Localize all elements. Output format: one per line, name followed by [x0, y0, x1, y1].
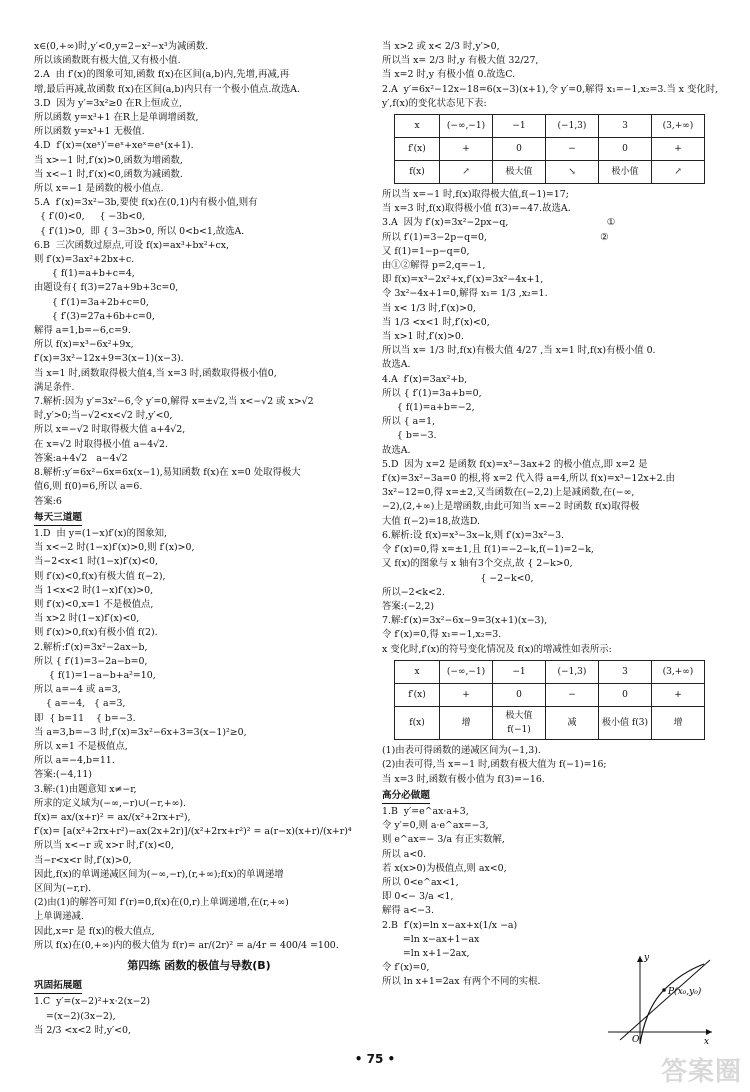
table-cell: ↗	[440, 161, 493, 184]
table-cell: 3	[599, 115, 652, 138]
text-line: =ln x−ax+1−ax	[382, 933, 480, 945]
table-cell: +	[440, 138, 493, 161]
text-line: 则 f′(x)<0,x=1 不是极值点,	[34, 598, 154, 610]
text-line: 当 a=3,b=−3 时,f′(x)=3x²−6x+3=3(x−1)²≥0,	[34, 726, 247, 738]
text-line: 所以 ln x+1=2ax 有两个不同的实根.	[382, 976, 541, 988]
text-line: { b=−3.	[382, 430, 437, 442]
text-line: 所以函数 y=x³+1 无极值.	[34, 126, 145, 138]
left-block-2	[34, 527, 364, 953]
watermark-logo: 答案圈	[660, 1057, 742, 1087]
text-line: 区间为(−r,r).	[34, 882, 92, 894]
text-line: 所以−2<k<2.	[382, 586, 445, 598]
text-line: 即 0<− 3/a <1,	[382, 891, 454, 903]
table-cell: (3,+∞)	[652, 660, 705, 683]
tangent-point	[662, 988, 666, 992]
text-line: { f′(0)<0, { −3b<0,	[34, 211, 146, 223]
left-block-3	[34, 995, 364, 1038]
text-line: =ln x+1−2ax,	[382, 947, 470, 959]
text-line: 令 f′(x)=0,得 x₁=−1,x₂=3.	[382, 629, 502, 641]
text-line: 7.解:f′(x)=3x²−6x−9=3(x+1)(x−3),	[382, 615, 548, 627]
text-line: 当 x>2 时(1−x)f′(x)<0,	[34, 613, 140, 625]
text-line: 令 f′(x)=0,	[382, 962, 430, 974]
section-daily-three: 每天三道题	[34, 511, 82, 526]
text-line: 1.B y′=e^ax·a+3,	[382, 805, 469, 817]
table-row	[395, 138, 705, 161]
text-line: 则 f′(x)=3ax²+2bx+c.	[34, 254, 135, 266]
text-line: −2),(2,+∞)上是增函数,由此可知当 x=−2 时函数 f(x)取得极	[382, 501, 640, 513]
text-line: 6.解析:设 f(x)=x³−3x−k,则 f′(x)=3x²−3.	[382, 529, 565, 541]
text-line: 所以该函数既有极大值,又有极小值.	[34, 55, 181, 67]
text-line: 答案:(−2,2)	[382, 600, 434, 612]
text-line: 8.解析:y′=6x²−6x=6x(x−1),易知函数 f(x)在 x=0 处取得极大	[34, 467, 301, 479]
lesson-title: 第四练 函数的极值与导数(B)	[127, 959, 271, 972]
text-line: 3.D 因为 y′=3x²≥0 在R上恒成立,	[34, 97, 183, 109]
text-line: 若 x(x>0)为极值点,则 ax<0,	[382, 862, 507, 874]
text-line: 所以当 x= 2/3 时,y 有极大值 32/27,	[382, 55, 539, 67]
function-graph	[600, 950, 718, 1046]
text-line: 当 x=1 时,函数取得极大值4,当 x=3 时,函数取得极小值0,	[34, 367, 277, 379]
text-line: 当 x=3 时,f(x)取得极小值 f(3)=−47.故选A.	[382, 203, 571, 215]
variation-table-1	[394, 114, 705, 184]
section-high-score: 高分必做题	[382, 789, 430, 804]
table-cell: f(x)	[395, 161, 440, 184]
table-cell: +	[652, 138, 705, 161]
text-line: { f(1)=1−a−b+a²=10,	[34, 669, 156, 681]
x-axis-label: x	[704, 1037, 710, 1046]
text-line: 在 x=√2 时取得极小值 a−4√2.	[34, 438, 168, 450]
table-cell: −	[546, 683, 599, 706]
right-column	[382, 40, 720, 990]
text-line: 解得 a=1,b=−6,c=9.	[34, 325, 131, 337]
text-line: 所以 a=−4,b=11.	[34, 755, 115, 767]
text-line: 所以函数 y=x³+1 在R上是单调增函数,	[34, 112, 199, 124]
text-line: 当 x>−1 时,f′(x)>0,函数为增函数,	[34, 154, 183, 166]
text-line: 2.A y′=6x²−12x−18=6(x−3)(x+1),令 y′=0,解得 x₁=−1,x₂=3.当 x 变化时,	[382, 83, 719, 95]
text-line: { −2−k<0,	[382, 572, 534, 584]
table-cell: (−∞,−1)	[440, 115, 493, 138]
text-line: 当 x=2 时,y 有极小值 0.故选C.	[382, 69, 516, 81]
right-block-1	[382, 40, 720, 111]
text-line: 又 f(x)的图象与 x 轴有3个交点,故 { 2−k>0,	[382, 558, 573, 570]
section-consolidate: 巩固拓展题	[34, 979, 82, 994]
text-line: 当 x<−2 时(1−x)f′(x)>0,则 f′(x)>0,	[34, 542, 195, 554]
text-line: 因此,f(x)的单调递减区间为(−∞,−r),(r,+∞);f(x)的单调递增	[34, 868, 284, 880]
table-cell: (3,+∞)	[652, 115, 705, 138]
text-line: 6.B 三次函数过原点,可设 f(x)=ax³+bx²+cx,	[34, 239, 229, 251]
text-line: y′,f(x)的变化状态见下表:	[382, 97, 487, 109]
text-line: x∈(0,+∞)时,y′<0,y=2−x²−x³为减函数.	[34, 41, 209, 52]
text-line: 2.A 由 f′(x)的图象可知,函数 f(x)在区间(a,b)内,先增,再减,再	[34, 69, 290, 81]
text-line: 所以 x=−1 是函数的极小值点.	[34, 183, 164, 195]
text-line: 答案:6	[34, 495, 62, 507]
text-line: 当 x< 1/3 时,f′(x)>0,	[382, 302, 476, 314]
text-line: (2)由(1)的解答可知 f′(r)=0,f(x)在(0,r)上单调递增,在(r,+∞)	[34, 897, 289, 909]
text-line: 增,最后再减,故函数 f(x)在区间(a,b)内只有一个极小值点.故选A.	[34, 83, 300, 95]
origin-label: O	[632, 1035, 640, 1045]
text-line: =(x−2)(3x−2),	[34, 1010, 116, 1022]
text-line: { f(1)=a+b+c=4,	[34, 268, 135, 280]
table-cell: 增	[440, 706, 493, 739]
table-cell: −1	[493, 115, 546, 138]
text-line: 所以 x=1 不是极值点,	[34, 740, 128, 752]
table-cell: ↗	[652, 161, 705, 184]
table-cell: x	[395, 115, 440, 138]
text-line: 所以 { a=1,	[382, 416, 436, 428]
table-cell: f′(x)	[395, 683, 440, 706]
text-line: 则 e^ax=− 3/a 有正实数解,	[382, 834, 505, 846]
text-line: 当 x<−1 时,f′(x)<0,函数为减函数.	[34, 168, 183, 180]
text-line: 即 { b=11 { b=−3.	[34, 712, 136, 724]
text-line: 时,y′>0;当−√2<x<√2 时,y′<0,	[34, 410, 173, 422]
right-block-2	[382, 188, 720, 657]
text-line: 所以 a=−4 或 a=3,	[34, 684, 121, 696]
table-cell: 增	[652, 706, 705, 739]
text-line: 所以 f(x)在(0,+∞)内的极大值为 f(r)= ar/(2r)² = a/4r = 400/4 =100.	[34, 939, 339, 951]
text-line: 所求的定义域为(−∞,−r)∪(−r,+∞).	[34, 797, 187, 809]
table-row	[395, 683, 705, 706]
variation-table-2	[394, 660, 705, 740]
table-cell: (−1,3)	[546, 115, 599, 138]
text-line: f′(x)= [a(x²+2rx+r²)−ax(2x+2r)]/(x²+2rx+r²)² = a(r−x)(x+r)/(x+r)⁴	[34, 826, 352, 838]
text-line: (1)由表可得函数的递减区间为(−1,3).	[382, 745, 541, 757]
text-line: 解得 a<−3.	[382, 905, 434, 917]
table-cell: 极大值	[493, 161, 546, 184]
text-line: f(x)= ax/(x+r)² = ax/(x²+2rx+r²),	[34, 811, 191, 823]
text-line: { f(1)=a+b=−2,	[382, 402, 475, 414]
text-line: 答案:(−4,11)	[34, 769, 92, 781]
text-line: 大值 f(−2)=18,故选D.	[382, 515, 481, 527]
text-line: 所以 { f′(1)=3a+b=0,	[382, 387, 482, 399]
y-axis-label: y	[644, 953, 650, 963]
text-line: 又 f(1)=1−p−q=0,	[382, 245, 470, 257]
text-line: 令 f′(x)=0,得 x=±1,且 f(1)=−2−k,f(−1)=2−k,	[382, 544, 594, 556]
table-cell: (−∞,−1)	[440, 660, 493, 683]
table-cell: 0	[493, 683, 546, 706]
text-line: 当 x=3 时,函数有极小值为 f(3)=−16.	[382, 773, 545, 785]
text-line: 所以当 x=−1 时,f(x)取得极大值,f(−1)=17;	[382, 189, 569, 201]
text-line: 上单调递减.	[34, 911, 84, 923]
table-cell: x	[395, 660, 440, 683]
text-line: 当 x>2 或 x< 2/3 时,y′>0,	[382, 41, 500, 52]
table-row	[395, 706, 705, 739]
text-line: { a=−4, { a=3,	[34, 698, 126, 710]
text-line: 3.解:(1)由题意知 x≠−r,	[34, 783, 137, 795]
text-line: { f′(1)>0, 即 { 3−3b>0, 所以 0<b<1,故选A.	[34, 225, 245, 237]
text-line: (2)由表可得,当 x=−1 时,函数有极大值为 f(−1)=16;	[382, 759, 607, 771]
text-line: 所以 x=−√2 时取得极大值 a+4√2,	[34, 424, 186, 436]
page-number: • 75 •	[354, 1052, 396, 1066]
table-cell: 3	[599, 660, 652, 683]
text-line: 当 1<x<2 时(1−x)f′(x)>0,	[34, 584, 154, 596]
text-line: 令 y′=0,则 a·e^ax=−3,	[382, 820, 489, 832]
text-line: { f′(1)=3a+2b+c=0,	[34, 296, 149, 308]
table-cell: f(x)	[395, 706, 440, 739]
text-line: 所以当 x= 1/3 时,f(x)有极大值 4/27 ,当 x=1 时,f(x)有极小值 0.	[382, 345, 656, 357]
table-cell: 0	[493, 138, 546, 161]
text-line: 4.D f′(x)=(xeˣ)′=eˣ+xeˣ=eˣ(x+1).	[34, 140, 194, 152]
left-column	[34, 40, 364, 1038]
text-line: 5.D 因为 x=2 是函数 f(x)=x³−3ax+2 的极小值点,即 x=2 是	[382, 458, 648, 470]
table-cell: 0	[599, 683, 652, 706]
right-block-3	[382, 744, 720, 787]
text-line: 因此,x=r 是 f(x)的极大值点,	[34, 925, 155, 937]
table-row	[395, 161, 705, 184]
table-cell: 减	[546, 706, 599, 739]
text-line: 4.A f′(x)=3ax²+b,	[382, 373, 468, 385]
table-cell: 极小值 f(3)	[599, 706, 652, 739]
table-cell: 极大值 f(−1)	[493, 706, 546, 739]
text-line: 所以 { f′(1)=3−2a−b=0,	[34, 655, 148, 667]
text-line: 所以 a<0.	[382, 848, 427, 860]
point-label: P(x₀,y₀)	[668, 987, 702, 997]
text-line: 即 f(x)=x³−2x²+x,f′(x)=3x²−4x+1,	[382, 274, 544, 286]
table-cell: f′(x)	[395, 138, 440, 161]
table-cell: (−1,3)	[546, 660, 599, 683]
text-line: 则 f′(x)<0,f(x)有极大值 f(−2),	[34, 570, 166, 582]
text-line: 值6,则 f(0)=6,所以 a=6.	[34, 481, 143, 493]
text-line: 答案:a+4√2 a−4√2	[34, 452, 128, 464]
text-line: 3.A 因为 f′(x)=3x²−2px−q, ①	[382, 217, 616, 229]
text-line: x 变化时,f′(x)的符号变化情况及 f(x)的增减性如表所示:	[382, 643, 612, 655]
table-row	[395, 115, 705, 138]
text-line: 2.B f′(x)=ln x−ax+x(1/x −a)	[382, 919, 518, 931]
text-line: 故选A.	[382, 359, 411, 371]
text-line: 2.解析:f′(x)=3x²−2ax−b,	[34, 641, 148, 653]
text-line: 所以 f′(1)=3−2p−q=0, ②	[382, 231, 609, 243]
table-cell: −	[546, 138, 599, 161]
table-cell: −1	[493, 660, 546, 683]
tangent-line	[620, 960, 710, 1040]
text-line: 所以 f(x)=x³−6x²+9x,	[34, 339, 134, 351]
text-line: 令 3x²−4x+1=0,解得 x₁= 1/3 ,x₂=1.	[382, 288, 548, 300]
text-line: 1.C y′=(x−2)²+x·2(x−2)	[34, 996, 151, 1008]
text-line: f′(x)=3x²−3a=0 的根,将 x=2 代入得 a=4,所以 f(x)=x³−12x+2.由	[382, 473, 675, 485]
table-row	[395, 660, 705, 683]
text-line: 当−r<x<r 时,f′(x)>0,	[34, 854, 132, 866]
text-line: 满足条件.	[34, 381, 75, 393]
text-line: 当 1/3 <x<1 时,f′(x)<0,	[382, 316, 490, 328]
table-cell: ↘	[546, 161, 599, 184]
text-line: 当 x>1 时,f′(x)>0.	[382, 331, 464, 343]
text-line: 所以 0<e^ax<1,	[382, 876, 459, 888]
text-line: { f′(3)=27a+6b+c=0,	[34, 310, 155, 322]
text-line: 7.解析:因为 y′=3x²−6,令 y′=0,解得 x=±√2,当 x<−√2 或 x>√2	[34, 396, 314, 408]
text-line: 1.D 由 y=(1−x)f′(x)的图象知,	[34, 527, 168, 539]
x-axis-arrow-icon	[706, 1029, 712, 1035]
table-cell: 极小值	[599, 161, 652, 184]
text-line: 故选A.	[382, 444, 411, 456]
table-cell: 0	[599, 138, 652, 161]
text-line: 5.A f′(x)=3x²−3b,要使 f(x)在(0,1)内有极小值,则有	[34, 197, 258, 209]
text-line: 3x²−12=0,得 x=±2,又当函数在(−2,2)上是减函数,在(−∞,	[382, 487, 635, 499]
text-line: 由题设有{ f(3)=27a+9b+3c=0,	[34, 282, 179, 294]
text-line: 由①②解得 p=2,q=−1,	[382, 260, 486, 272]
y-axis-arrow-icon	[637, 956, 643, 962]
text-line: 当−2<x<1 时(1−x)f′(x)<0,	[34, 556, 158, 568]
left-block-1	[34, 40, 364, 509]
text-line: 所以当 x<−r 或 x>r 时,f′(x)<0,	[34, 840, 174, 852]
text-line: f′(x)=3x²−12x+9=3(x−1)(x−3).	[34, 353, 184, 365]
text-line: 则 f′(x)>0,f(x)有极小值 f(2).	[34, 627, 158, 639]
table-cell: +	[652, 683, 705, 706]
table-cell: +	[440, 683, 493, 706]
text-line: 当 2/3 <x<2 时,y′<0,	[34, 1024, 131, 1036]
